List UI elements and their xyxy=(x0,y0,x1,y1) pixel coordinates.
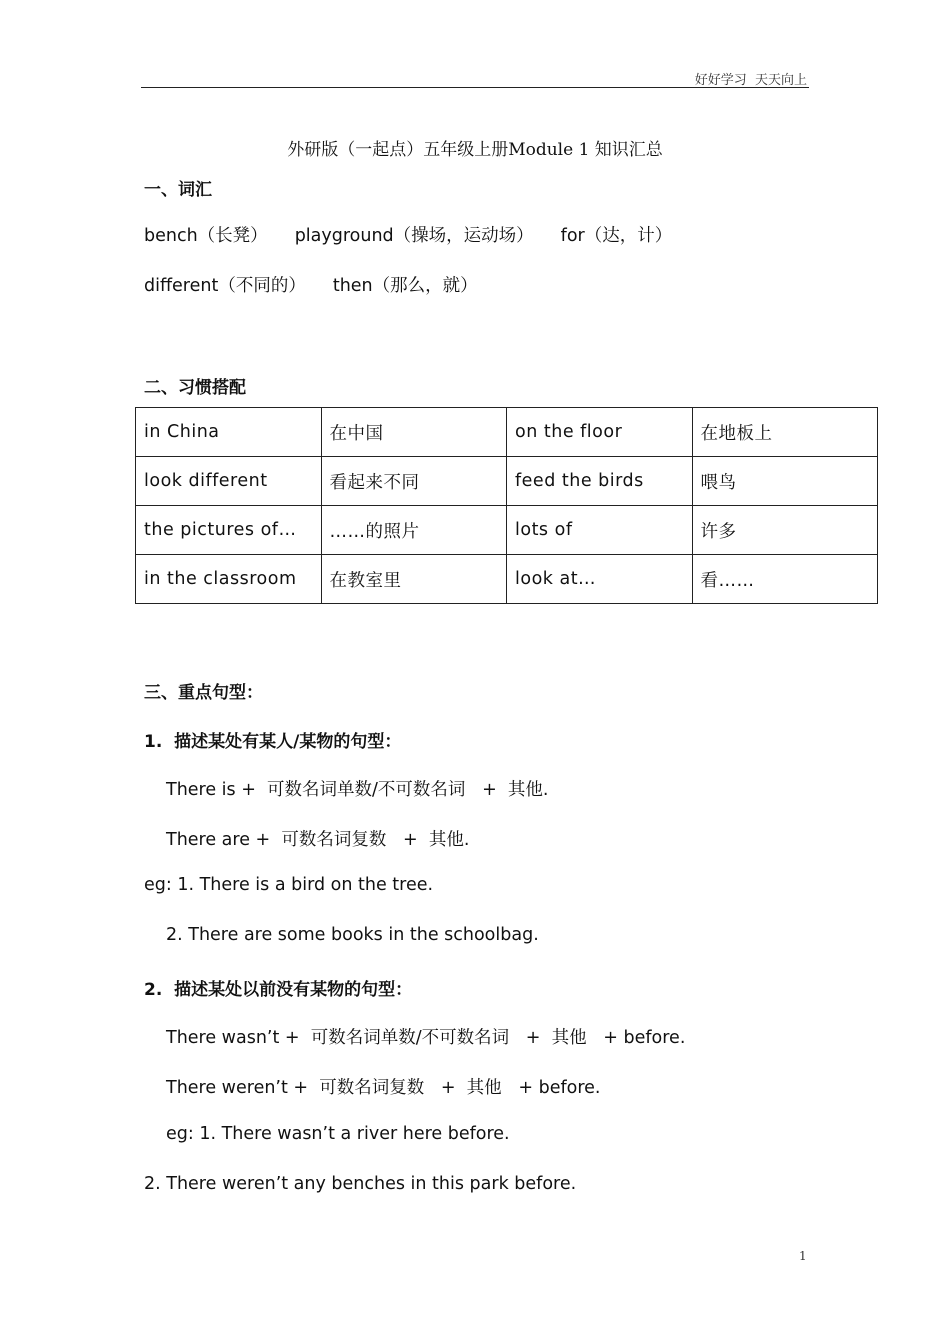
example-line: eg: 1. There is a bird on the tree. xyxy=(144,875,434,895)
table-cell: look at… xyxy=(507,555,693,604)
example-line: 2. There weren’t any benches in this park before. xyxy=(144,1174,577,1194)
vocab-item: bench（长凳） xyxy=(144,226,268,246)
table-cell: the pictures of… xyxy=(136,506,322,555)
page-header-text: 好好学习 天天向上 xyxy=(694,73,807,88)
pattern-1-heading: 1. 描述某处有某人/某物的句型： xyxy=(144,732,402,752)
pattern-line: There is + 可数名词单数/不可数名词 + 其他. xyxy=(166,780,549,800)
vocab-item: playground（操场，运动场） xyxy=(294,226,534,246)
vocab-line-2 xyxy=(144,272,505,297)
section-phrases-heading: 二、习惯搭配 xyxy=(144,378,246,398)
vocab-line-1 xyxy=(144,222,699,247)
phrases-table xyxy=(135,407,878,604)
pattern-line: There wasn’t + 可数名词单数/不可数名词 + 其他 + before. xyxy=(166,1028,686,1048)
document-title: 外研版（一起点）五年级上册Module 1 知识汇总 xyxy=(287,140,663,160)
table-cell: in the classroom xyxy=(136,555,322,604)
table-cell: feed the birds xyxy=(507,457,693,506)
section-vocab-heading: 一、词汇 xyxy=(144,180,212,200)
header-divider xyxy=(141,87,809,88)
vocab-item: for（达，计） xyxy=(560,226,673,246)
table-cell: on the floor xyxy=(507,408,693,457)
table-cell: 在地板上 xyxy=(692,408,878,457)
page-number: 1 xyxy=(799,1249,807,1263)
pattern-2-heading: 2. 描述某处以前没有某物的句型： xyxy=(144,980,413,1000)
vocab-item: then（那么，就） xyxy=(332,276,478,296)
example-line: eg: 1. There wasn’t a river here before. xyxy=(166,1124,510,1144)
example-line: 2. There are some books in the schoolbag. xyxy=(166,925,539,945)
table-cell: lots of xyxy=(507,506,693,555)
table-cell: ……的照片 xyxy=(321,506,507,555)
table-cell: look different xyxy=(136,457,322,506)
vocab-item: different（不同的） xyxy=(144,276,306,296)
section-sentences-heading: 三、重点句型： xyxy=(144,683,263,703)
pattern-line: There weren’t + 可数名词复数 + 其他 + before. xyxy=(166,1078,601,1098)
table-cell: 看…… xyxy=(692,555,878,604)
table-cell: 许多 xyxy=(692,506,878,555)
table-row xyxy=(136,408,878,457)
table-cell: in China xyxy=(136,408,322,457)
table-row xyxy=(136,506,878,555)
table-row xyxy=(136,457,878,506)
table-cell: 在教室里 xyxy=(321,555,507,604)
pattern-line: There are + 可数名词复数 + 其他. xyxy=(166,830,470,850)
table-cell: 看起来不同 xyxy=(321,457,507,506)
table-cell: 在中国 xyxy=(321,408,507,457)
table-row xyxy=(136,555,878,604)
table-cell: 喂鸟 xyxy=(692,457,878,506)
